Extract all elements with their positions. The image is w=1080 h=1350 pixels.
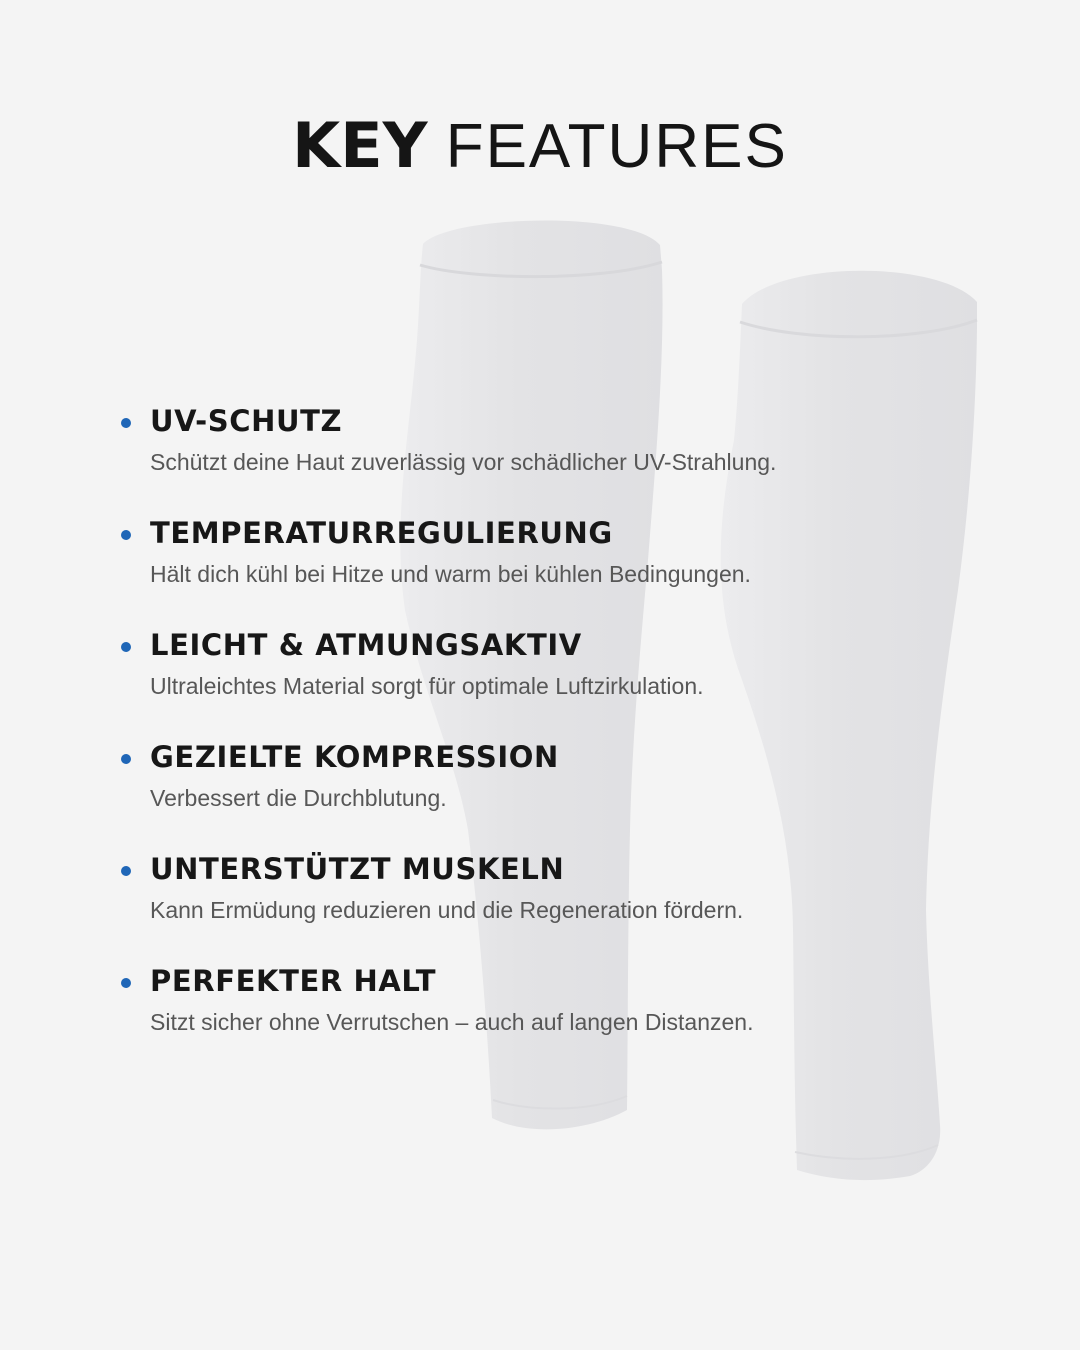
feature-description: Kann Ermüdung reduzieren und die Regeneration fördern. [150,897,744,923]
feature-title: UNTERSTÜTZT MUSKELN [150,852,565,886]
feature-item [118,512,978,624]
page-title-light: FEATURES [445,112,788,181]
feature-title: UV-SCHUTZ [150,404,343,438]
feature-description: Sitzt sicher ohne Verrutschen – auch auf langen Distanzen. [150,1009,754,1035]
feature-title: TEMPERATURREGULIERUNG [150,516,613,550]
feature-item [118,960,978,1072]
feature-item [118,736,978,848]
feature-item [118,400,978,512]
feature-description: Hält dich kühl bei Hitze und warm bei kühlen Bedingungen. [150,561,751,587]
feature-title: LEICHT & ATMUNGSAKTIV [150,628,582,662]
bullet-icon [121,530,131,540]
bullet-icon [121,754,131,764]
bullet-icon [121,866,131,876]
feature-description: Ultraleichtes Material sorgt für optimale Luftzirkulation. [150,673,704,699]
page-title-bold: KEY [292,109,428,182]
feature-description: Schützt deine Haut zuverlässig vor schädlicher UV-Strahlung. [150,449,777,475]
bullet-icon [121,418,131,428]
feature-description: Verbessert die Durchblutung. [150,785,447,811]
feature-title: GEZIELTE KOMPRESSION [150,740,559,774]
feature-list [118,400,978,1072]
feature-item [118,624,978,736]
feature-item [118,848,978,960]
page-title [0,108,1080,185]
bullet-icon [121,642,131,652]
bullet-icon [121,978,131,988]
feature-title: PERFEKTER HALT [150,964,437,998]
